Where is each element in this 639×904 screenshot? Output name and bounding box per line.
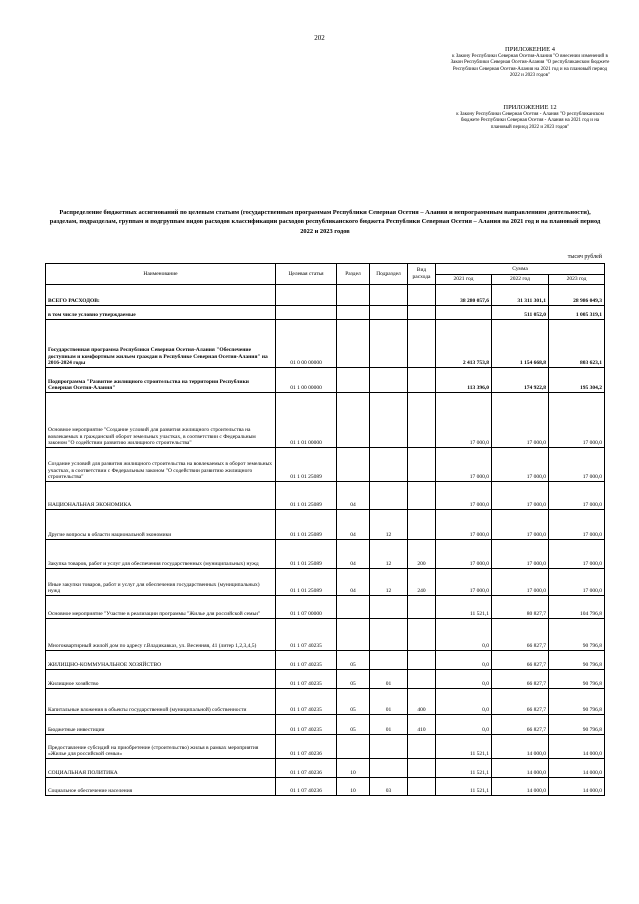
appendix-4-text: к Закону Республики Северная Осетия-Алания "О внесении изменений в Закон Республики Северная Осетия-Алания "О республиканском бюджете Республики Северная Осетия-Алания на 2021 год и на плановый период 2022 и 2023 годов" (450, 54, 610, 79)
cell-y2022: 1 154 668,8 (492, 320, 549, 368)
appendix-4-title: ПРИЛОЖЕНИЕ 4 (505, 46, 555, 53)
cell-name: Создание условий для развития жилищного строительства на вовлекаемых в оборот земельных участках, в соответствии с Федеральным законом "О содействии развитию жилищного строительства" (46, 448, 276, 482)
cell-section: 05 (337, 651, 370, 670)
cell-section (337, 619, 370, 651)
cell-y2021: 11 521,1 (436, 596, 492, 619)
cell-y2021: 11 521,1 (436, 735, 492, 759)
cell-target: 01 1 07 40235 (276, 651, 337, 670)
cell-section: 05 (337, 670, 370, 689)
header-kind: Вид расхода (408, 264, 436, 285)
cell-y2023: 90 796,8 (549, 651, 605, 670)
cell-section: 10 (337, 778, 370, 796)
cell-y2021: 11 521,1 (436, 759, 492, 778)
cell-section (337, 393, 370, 448)
cell-y2022: 17 000,0 (492, 393, 549, 448)
header-target: Целевая статья (276, 264, 337, 285)
cell-y2022: 17 000,0 (492, 510, 549, 540)
cell-y2023: 17 000,0 (549, 510, 605, 540)
cell-kind (408, 778, 436, 796)
cell-subsection: 03 (370, 778, 408, 796)
cell-y2023: 90 796,8 (549, 619, 605, 651)
cell-y2022: 17 000,0 (492, 448, 549, 482)
header-subsection: Подраздел (370, 264, 408, 285)
cell-target: 01 1 01 25089 (276, 510, 337, 540)
cell-y2022: 174 922,8 (492, 368, 549, 393)
table-row (46, 670, 605, 689)
table-row (46, 778, 605, 796)
table-row (46, 393, 605, 448)
cell-subsection (370, 368, 408, 393)
cell-section: 04 (337, 569, 370, 596)
page-number: 202 (314, 34, 325, 42)
cell-subsection: 01 (370, 670, 408, 689)
header-sum: Сумма (436, 264, 605, 275)
cell-y2023: 17 000,0 (549, 569, 605, 596)
cell-subsection (370, 619, 408, 651)
cell-section (337, 320, 370, 368)
cell-y2021: 113 396,0 (436, 368, 492, 393)
cell-name: ВСЕГО РАСХОДОВ: (46, 285, 276, 306)
cell-y2021: 17 000,0 (436, 393, 492, 448)
cell-y2022: 14 000,0 (492, 759, 549, 778)
table-row (46, 368, 605, 393)
cell-subsection: 12 (370, 510, 408, 540)
cell-y2023: 17 000,0 (549, 448, 605, 482)
cell-section (337, 285, 370, 306)
cell-subsection (370, 482, 408, 510)
cell-subsection (370, 596, 408, 619)
cell-kind (408, 759, 436, 778)
cell-subsection (370, 285, 408, 306)
cell-subsection: 12 (370, 540, 408, 569)
cell-section (337, 596, 370, 619)
cell-name: Жилищное хозяйство (46, 670, 276, 689)
header-2022: 2022 год (492, 275, 549, 285)
cell-target: 01 0 00 00000 (276, 320, 337, 368)
cell-target: 01 1 07 40236 (276, 759, 337, 778)
cell-section: 04 (337, 540, 370, 569)
cell-name: НАЦИОНАЛЬНАЯ ЭКОНОМИКА (46, 482, 276, 510)
cell-subsection (370, 735, 408, 759)
table-body (46, 285, 605, 796)
cell-y2023: 90 796,8 (549, 670, 605, 689)
header-2023: 2023 год (549, 275, 605, 285)
cell-y2021: 17 000,0 (436, 482, 492, 510)
cell-y2022: 66 827,7 (492, 670, 549, 689)
table-row (46, 448, 605, 482)
cell-name: Другие вопросы в области национальной экономики (46, 510, 276, 540)
cell-target: 01 1 07 40235 (276, 715, 337, 735)
cell-section: 10 (337, 759, 370, 778)
cell-y2023: 17 000,0 (549, 540, 605, 569)
cell-y2022: 14 000,0 (492, 778, 549, 796)
cell-y2023: 14 000,0 (549, 759, 605, 778)
cell-kind (408, 510, 436, 540)
cell-name: ЖИЛИЩНО-КОММУНАЛЬНОЕ ХОЗЯЙСТВО (46, 651, 276, 670)
cell-target: 01 1 07 40235 (276, 619, 337, 651)
cell-y2022: 17 000,0 (492, 482, 549, 510)
cell-section (337, 448, 370, 482)
cell-subsection: 12 (370, 569, 408, 596)
cell-y2021: 11 521,1 (436, 778, 492, 796)
table-row (46, 689, 605, 715)
header-section: Раздел (337, 264, 370, 285)
cell-section (337, 735, 370, 759)
cell-subsection (370, 448, 408, 482)
cell-target: 01 1 01 25089 (276, 482, 337, 510)
cell-y2023: 195 304,2 (549, 368, 605, 393)
cell-y2021: 17 000,0 (436, 569, 492, 596)
cell-kind (408, 320, 436, 368)
cell-subsection (370, 651, 408, 670)
cell-kind (408, 670, 436, 689)
cell-y2021 (436, 306, 492, 320)
table-row (46, 320, 605, 368)
cell-target (276, 306, 337, 320)
cell-section (337, 368, 370, 393)
cell-y2023: 803 623,1 (549, 320, 605, 368)
cell-y2023: 104 796,8 (549, 596, 605, 619)
appendix-12-text: к Закону Республики Северная Осетия - Алания "О республиканском бюджете Республики Северная Осетия - Алания на 2021 год и на плановый период 2022 и 2023 годов" (456, 112, 604, 130)
appendix-12-title: ПРИЛОЖЕНИЕ 12 (503, 104, 557, 111)
cell-y2023: 28 986 049,3 (549, 285, 605, 306)
cell-y2021: 0,0 (436, 670, 492, 689)
cell-kind (408, 482, 436, 510)
cell-y2021: 0,0 (436, 651, 492, 670)
cell-y2022: 66 827,7 (492, 619, 549, 651)
cell-name: Основное мероприятие "Участие в реализации программы "Жилье для российской семьи" (46, 596, 276, 619)
budget-table (45, 263, 605, 796)
cell-target: 01 1 01 25089 (276, 569, 337, 596)
cell-y2023: 90 796,8 (549, 715, 605, 735)
table-row (46, 540, 605, 569)
table-row (46, 735, 605, 759)
cell-y2021: 0,0 (436, 619, 492, 651)
cell-section: 05 (337, 715, 370, 735)
cell-name: Предоставление субсидий на приобретение (строительство) жилья в рамках мероприятия «Жилье для российской семьи» (46, 735, 276, 759)
cell-y2022: 66 827,7 (492, 715, 549, 735)
cell-subsection: 01 (370, 689, 408, 715)
cell-target: 01 1 07 40236 (276, 778, 337, 796)
table-row (46, 510, 605, 540)
table-row (46, 285, 605, 306)
cell-kind (408, 596, 436, 619)
cell-name: Государственная программа Республики Северная Осетия-Алания "Обеспечение доступным и комфортным жильем граждан в Республике Северная Осетия-Алания" на 2016-2024 годы (46, 320, 276, 368)
cell-target (276, 285, 337, 306)
cell-kind: 410 (408, 715, 436, 735)
cell-kind (408, 735, 436, 759)
cell-y2023: 17 000,0 (549, 482, 605, 510)
cell-target: 01 1 07 00000 (276, 596, 337, 619)
cell-name: Подпрограмма "Развитие жилищного строительства на территории Республики Северная Осетия-Алания" (46, 368, 276, 393)
cell-y2021: 0,0 (436, 689, 492, 715)
cell-kind: 200 (408, 540, 436, 569)
cell-y2022: 17 000,0 (492, 569, 549, 596)
table-row (46, 619, 605, 651)
cell-section: 05 (337, 689, 370, 715)
cell-y2023: 90 796,8 (549, 689, 605, 715)
document-title: Распределение бюджетных ассигнований по целевым статьям (государственным программам Республики Северная Осетия – Алания и непрограммным направлениям деятельности), разделам, подразделам, группам и подгруппам видов расходов классификации расходов республиканского бюджета Республики Северная Осетия – Алания на 2021 год и на плановый период 2022 и 2023 годов (49, 209, 601, 235)
header-2021: 2021 год (436, 275, 492, 285)
units-label: тысяч рублей (567, 254, 602, 260)
cell-name: Иные закупки товаров, работ и услуг для обеспечения государственных (муниципальных) нужд (46, 569, 276, 596)
cell-y2023: 17 000,0 (549, 393, 605, 448)
cell-kind: 240 (408, 569, 436, 596)
table-row (46, 482, 605, 510)
cell-target: 01 1 00 00000 (276, 368, 337, 393)
cell-target: 01 1 07 40235 (276, 689, 337, 715)
cell-y2022: 31 311 301,1 (492, 285, 549, 306)
cell-name: Капитальные вложения в объекты государственной (муниципальной) собственности (46, 689, 276, 715)
cell-name: в том числе условно утверждаемые (46, 306, 276, 320)
cell-y2022: 17 000,0 (492, 540, 549, 569)
table-row (46, 651, 605, 670)
cell-kind (408, 393, 436, 448)
cell-y2023: 14 000,0 (549, 778, 605, 796)
cell-kind (408, 651, 436, 670)
cell-section (337, 306, 370, 320)
cell-y2021: 17 000,0 (436, 448, 492, 482)
cell-y2022: 66 827,7 (492, 651, 549, 670)
cell-y2022: 511 052,0 (492, 306, 549, 320)
cell-y2021: 17 000,0 (436, 540, 492, 569)
cell-y2022: 14 000,0 (492, 735, 549, 759)
table-row (46, 569, 605, 596)
cell-subsection: 01 (370, 715, 408, 735)
appendix-4 (450, 46, 610, 80)
table-row (46, 596, 605, 619)
cell-kind: 400 (408, 689, 436, 715)
cell-name: Бюджетные инвестиции (46, 715, 276, 735)
cell-name: Основное мероприятие "Создание условий для развития жилищного строительства на вовлекаемых в гражданский оборот земельных участках, в соответствии с Федеральным законом "О содействии развитию жилищного строительства" (46, 393, 276, 448)
cell-kind (408, 285, 436, 306)
table-row (46, 306, 605, 320)
cell-target: 01 1 01 00000 (276, 393, 337, 448)
appendix-12 (450, 104, 610, 131)
cell-y2023: 1 005 319,1 (549, 306, 605, 320)
cell-name: Многоквартирный жилой дом по адресу г.Владикавказ, ул. Весенняя, 41 (литер 1,2,3,4,5) (46, 619, 276, 651)
cell-kind (408, 368, 436, 393)
header-name: Наименование (46, 264, 276, 285)
cell-y2023: 14 000,0 (549, 735, 605, 759)
cell-section: 04 (337, 482, 370, 510)
cell-subsection (370, 393, 408, 448)
cell-target: 01 1 07 40236 (276, 735, 337, 759)
cell-kind (408, 306, 436, 320)
cell-y2022: 66 827,7 (492, 689, 549, 715)
cell-name: СОЦИАЛЬНАЯ ПОЛИТИКА (46, 759, 276, 778)
cell-y2022: 80 827,7 (492, 596, 549, 619)
cell-target: 01 1 01 25089 (276, 448, 337, 482)
cell-y2021: 17 000,0 (436, 510, 492, 540)
cell-y2021: 0,0 (436, 715, 492, 735)
table-row (46, 759, 605, 778)
table-row (46, 715, 605, 735)
cell-name: Социальное обеспечение населения (46, 778, 276, 796)
cell-target: 01 1 01 25089 (276, 540, 337, 569)
cell-kind (408, 619, 436, 651)
cell-y2021: 2 413 753,8 (436, 320, 492, 368)
cell-subsection (370, 759, 408, 778)
cell-section: 04 (337, 510, 370, 540)
cell-name: Закупка товаров, работ и услуг для обеспечения государственных (муниципальных) нужд (46, 540, 276, 569)
cell-kind (408, 448, 436, 482)
cell-subsection (370, 320, 408, 368)
cell-subsection (370, 306, 408, 320)
cell-target: 01 1 07 40235 (276, 670, 337, 689)
cell-y2021: 38 280 057,6 (436, 285, 492, 306)
